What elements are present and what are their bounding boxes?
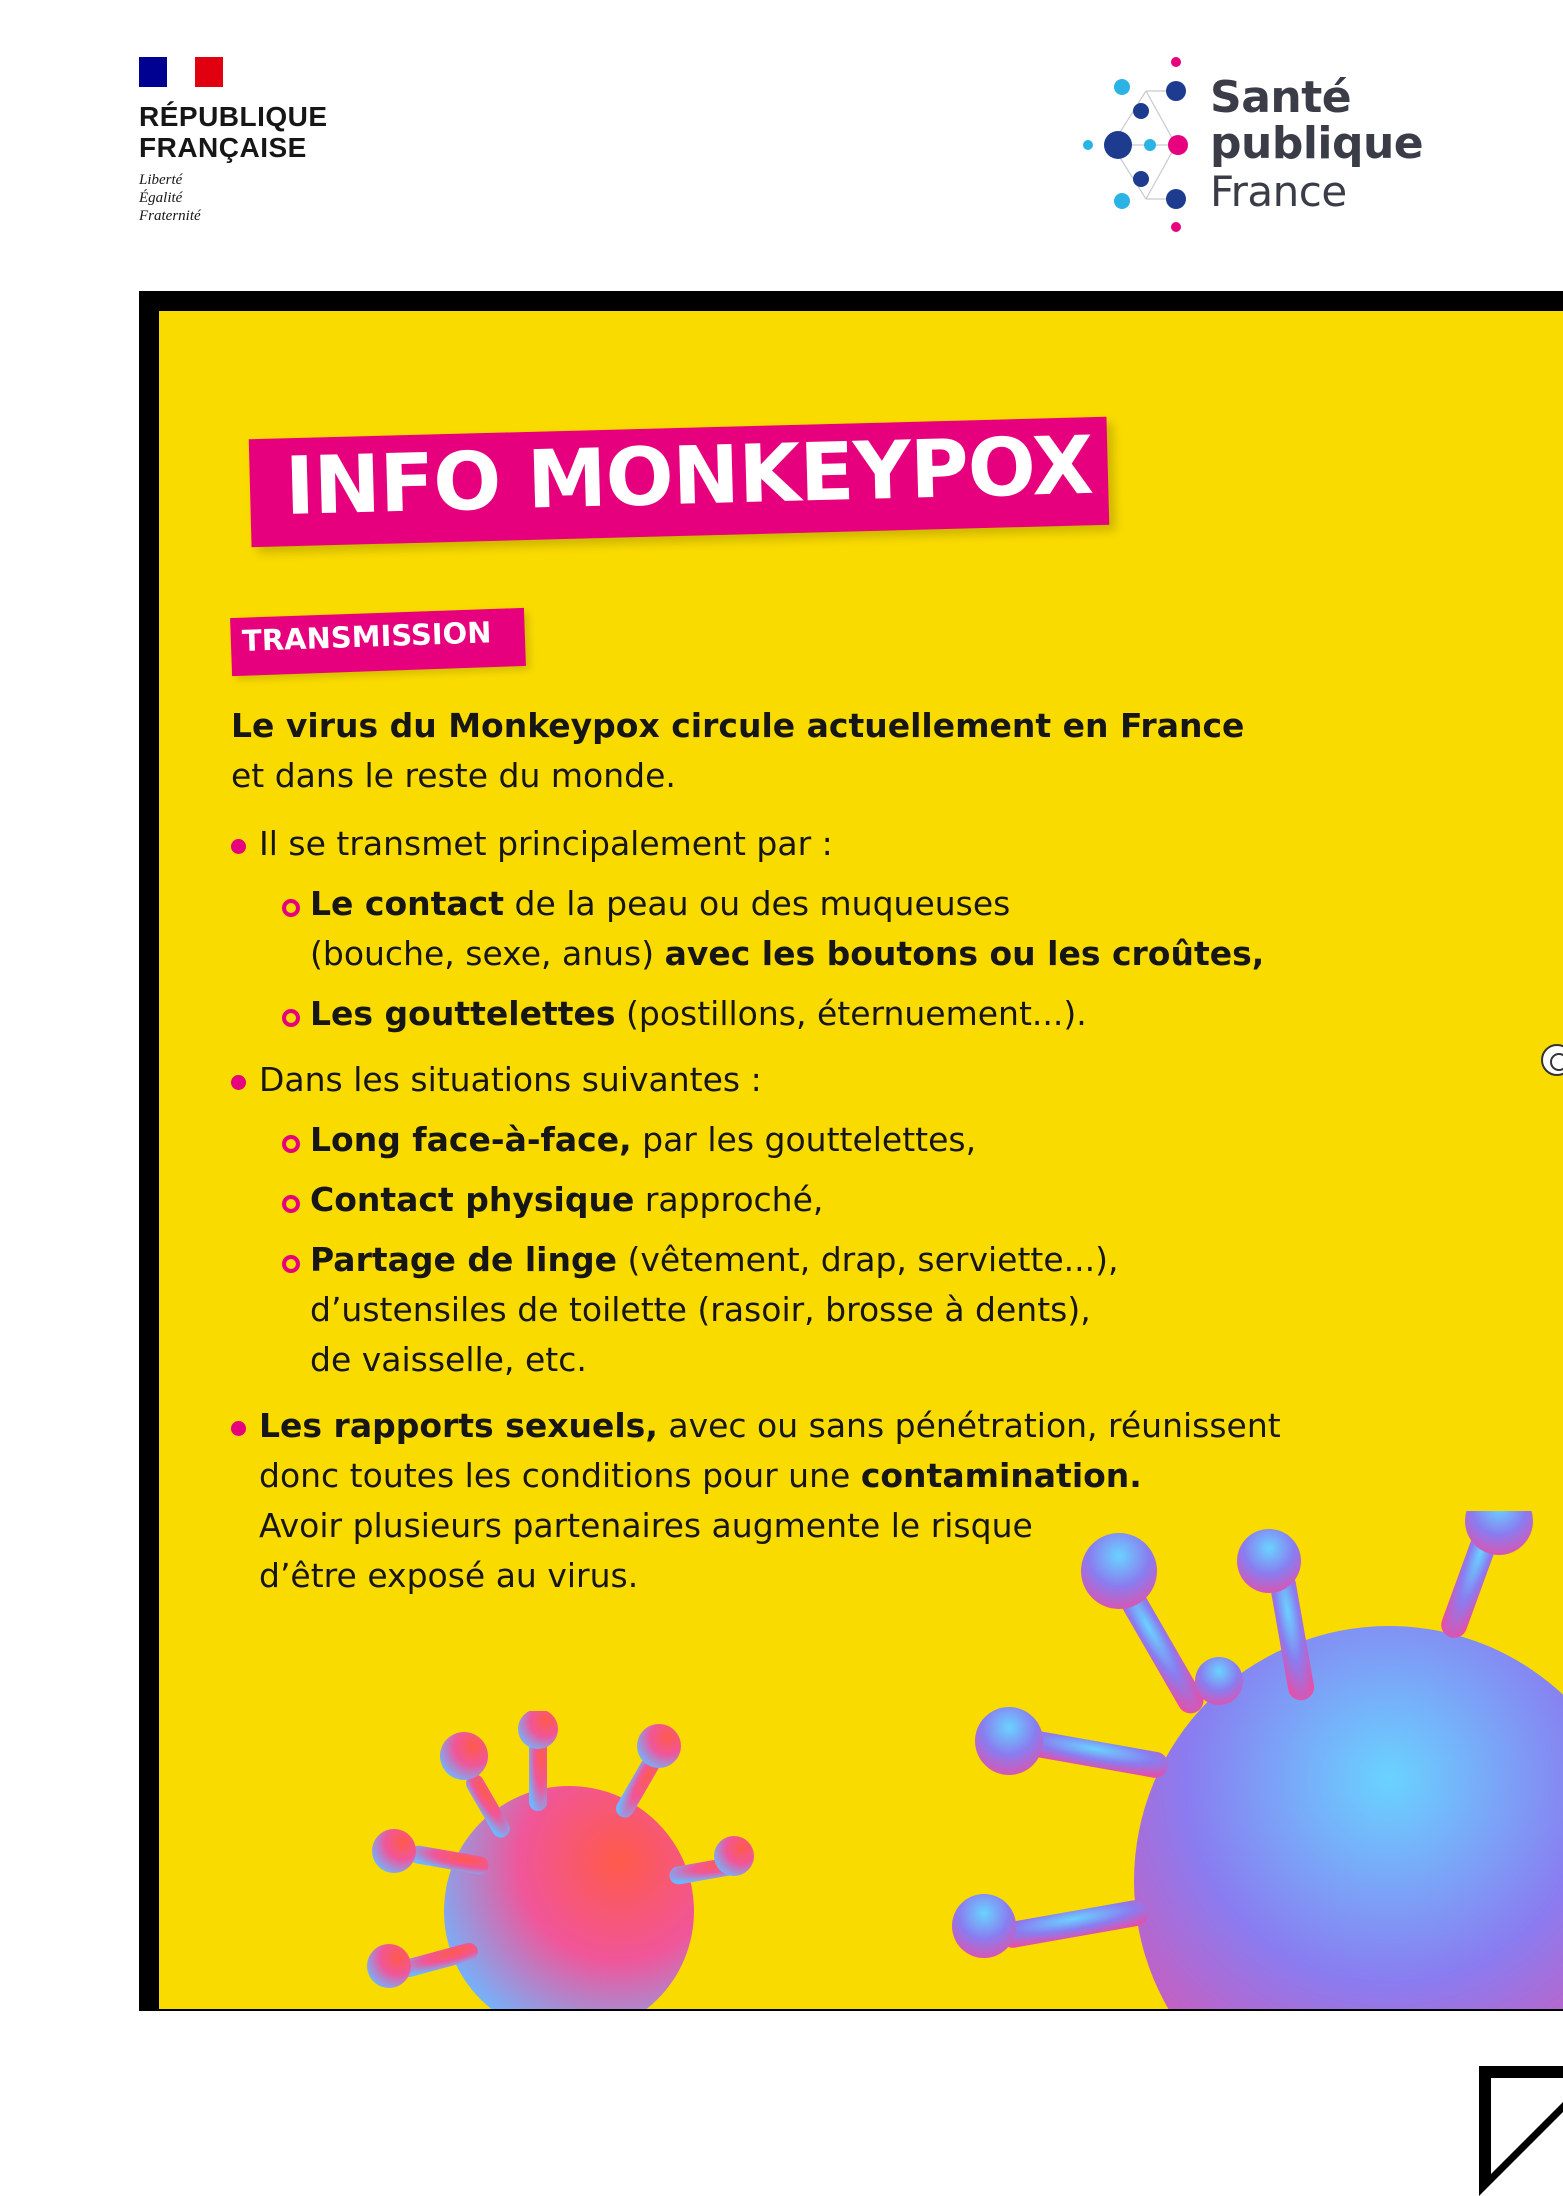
bullet-item: Les rapports sexuels, avec ou sans pénétration, réunissent donc toutes les conditions pour une contamination. Avoir plusieurs partenaires augmente le risque d’être exposé au virus. bbox=[231, 1401, 1531, 1601]
intro-paragraph bbox=[231, 701, 1531, 801]
sub-bullet-ring-icon bbox=[282, 1195, 300, 1213]
sub-bullet-item: Contact physique rapproché, bbox=[231, 1175, 1531, 1225]
sub-bullet-item: Partage de linge (vêtement, drap, serviette...), d’ustensiles de toilette (rasoir, brosse à dents), de vaisselle, etc. bbox=[231, 1235, 1531, 1385]
poster-frame bbox=[139, 291, 1563, 2011]
section-tag-label: TRANSMISSION bbox=[241, 615, 492, 658]
page-curl-icon bbox=[1479, 2066, 1563, 2196]
marianne-flag-icon bbox=[139, 57, 223, 87]
sub-bullet-ring-icon bbox=[282, 1255, 300, 1273]
republique-motto: Liberté Égalité Fraternité bbox=[139, 172, 201, 224]
sub-bullet-ring-icon bbox=[282, 1009, 300, 1027]
republique-francaise-title: RÉPUBLIQUE FRANÇAISE bbox=[139, 101, 328, 163]
bullet-dot-icon bbox=[231, 839, 246, 854]
bullet-dot-icon bbox=[231, 1075, 246, 1090]
bullet-item: Il se transmet principalement par : bbox=[231, 819, 1531, 869]
sub-bullet-item: Les gouttelettes (postillons, éternuement...). bbox=[231, 989, 1531, 1039]
target-icon bbox=[1550, 1053, 1563, 1071]
poster-body bbox=[231, 701, 1531, 1601]
sub-bullet-item: Long face-à-face, par les gouttelettes, bbox=[231, 1115, 1531, 1165]
sante-publique-france-logo bbox=[1080, 55, 1424, 235]
poster-panel bbox=[159, 311, 1563, 2009]
sante-publique-dots-logo bbox=[1080, 55, 1210, 235]
virus-illustration bbox=[339, 1711, 759, 2009]
sub-bullet-ring-icon bbox=[282, 899, 300, 917]
republique-francaise-logo bbox=[139, 57, 399, 225]
intro-rest: et dans le reste du monde. bbox=[231, 756, 676, 795]
bullet-item: Dans les situations suivantes : bbox=[231, 1055, 1531, 1105]
poster-title: INFO MONKEYPOX bbox=[283, 418, 1094, 533]
sub-bullet-item: Le contact de la peau ou des muqueuses (bouche, sexe, anus) avec les boutons ou les croûtes, bbox=[231, 879, 1531, 979]
sante-publique-france-wordmark: Santé publique France bbox=[1210, 72, 1424, 216]
intro-bold: Le virus du Monkeypox circule actuellement en France bbox=[231, 706, 1245, 745]
bullet-dot-icon bbox=[231, 1421, 246, 1436]
sub-bullet-ring-icon bbox=[282, 1135, 300, 1153]
